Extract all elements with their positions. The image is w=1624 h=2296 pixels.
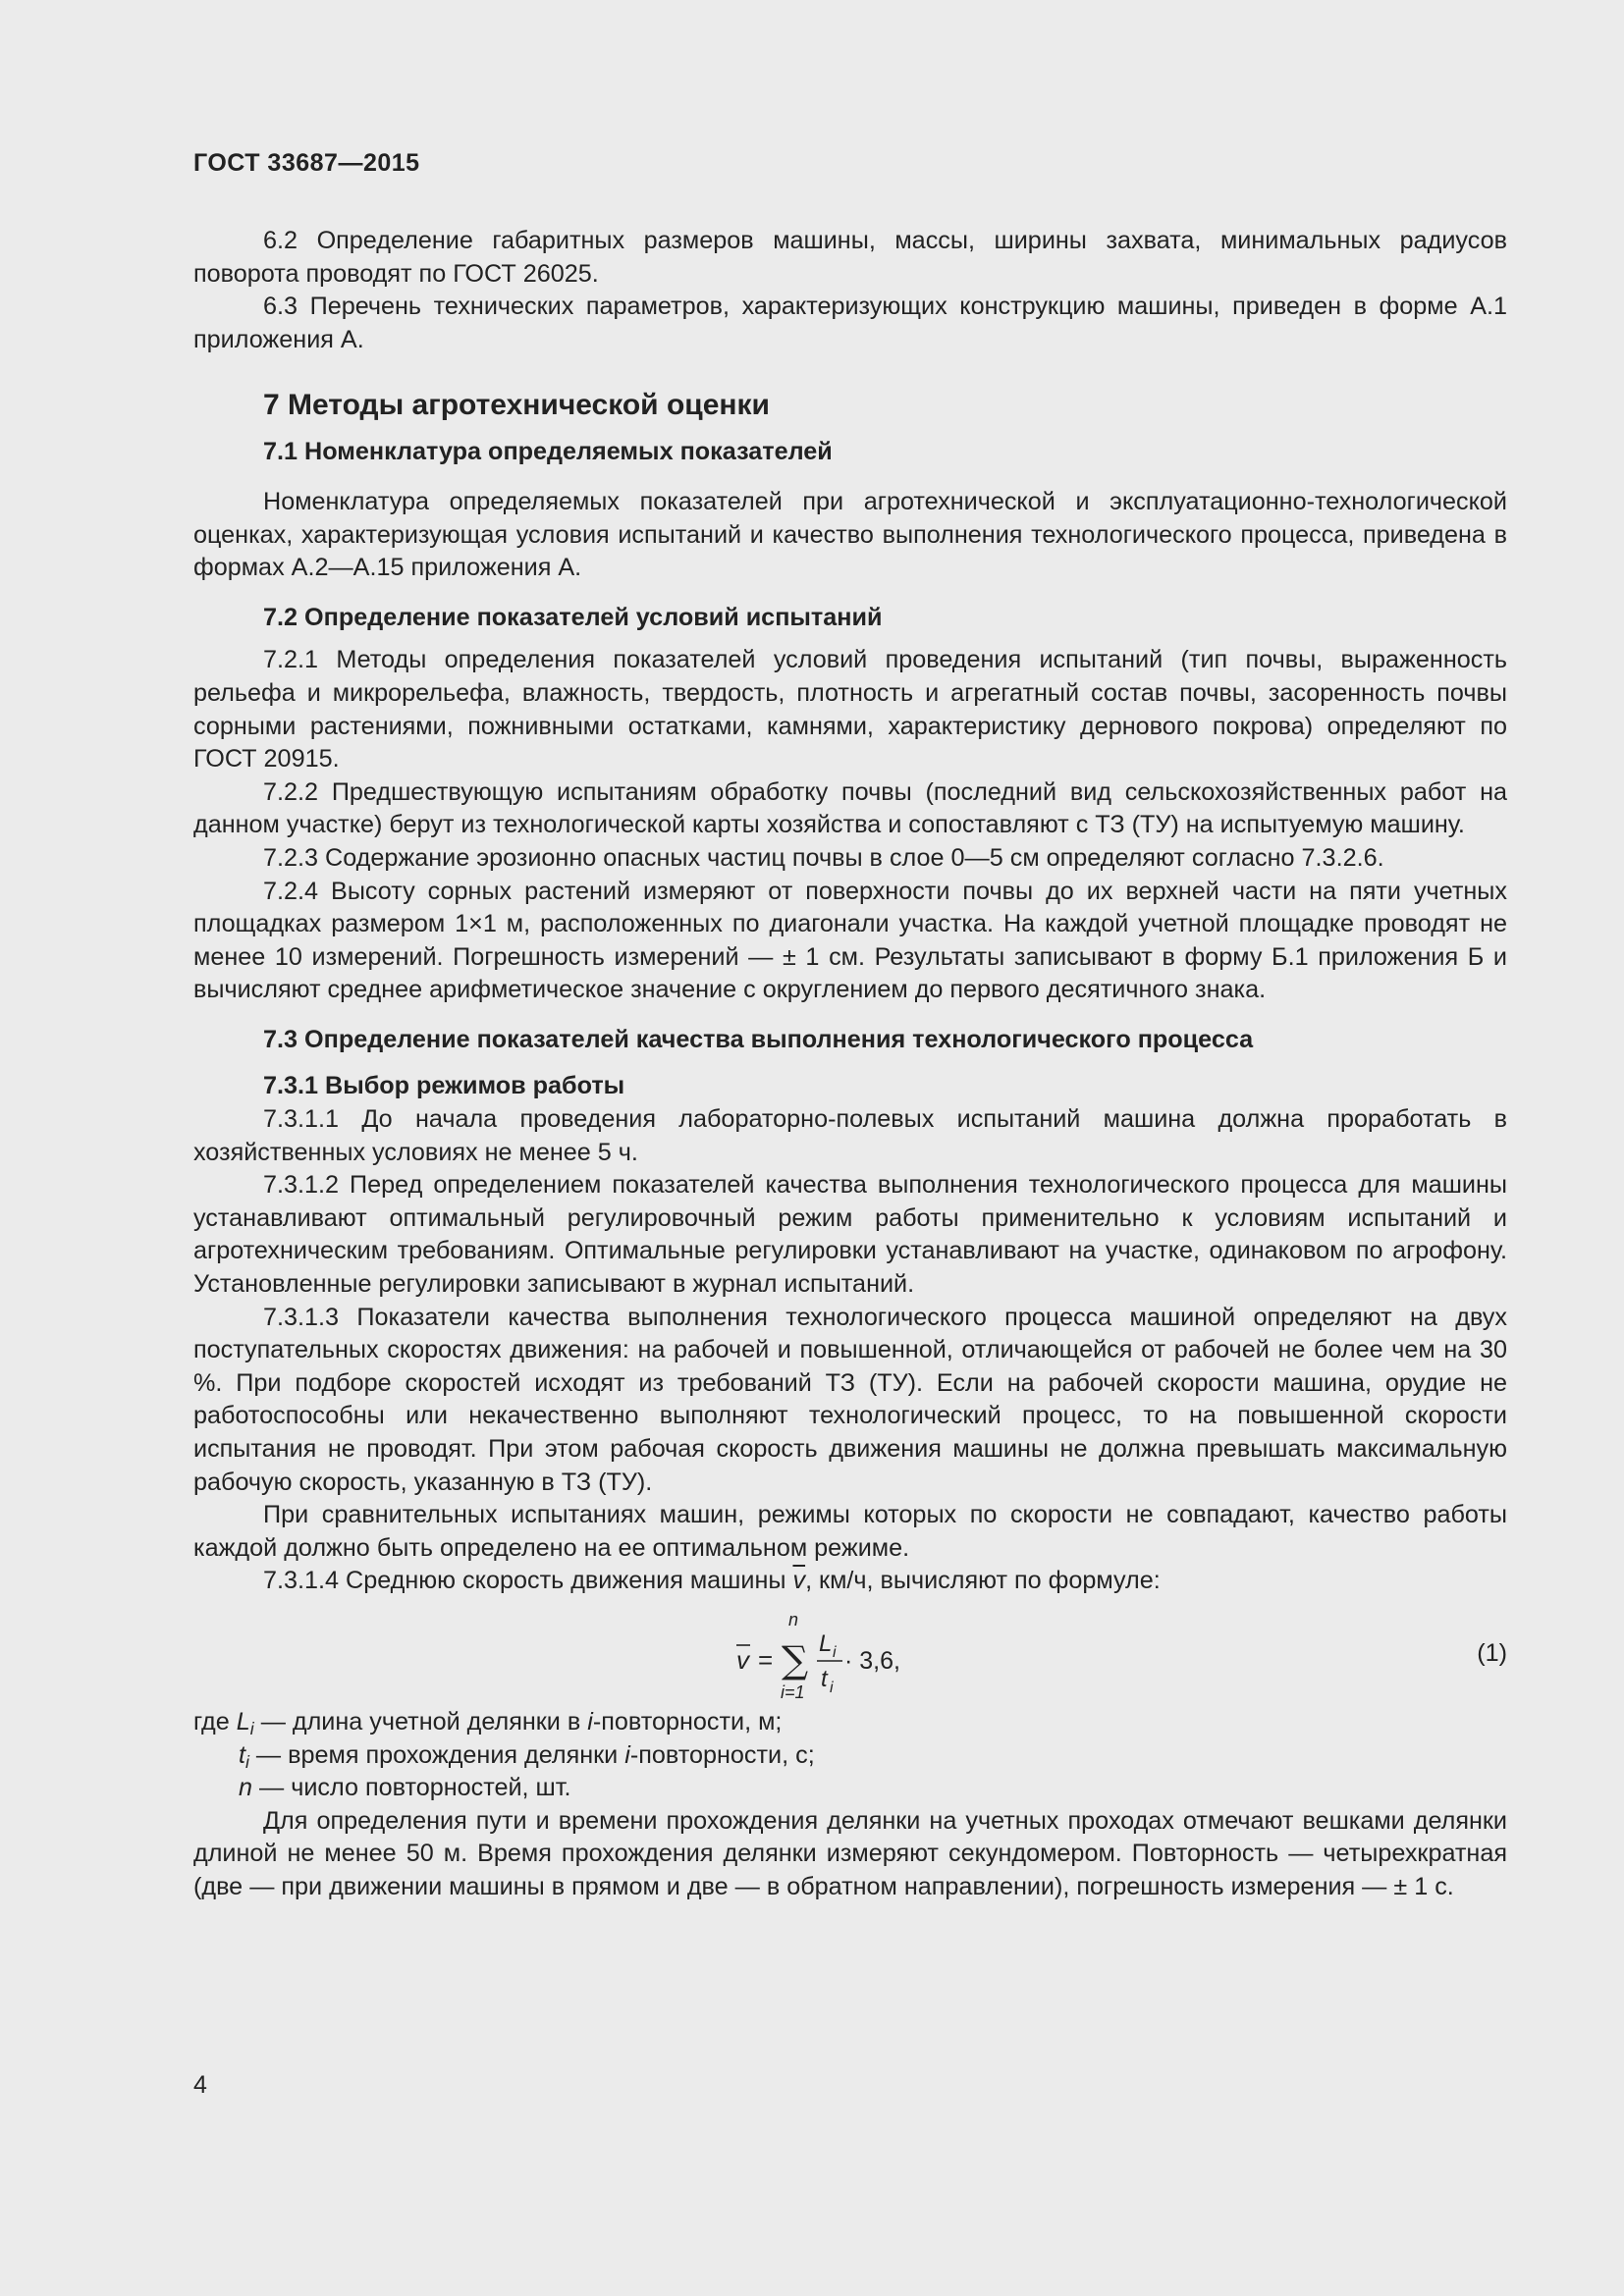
text-span: — время прохождения делянки xyxy=(248,1740,625,1769)
text-span: — длина учетной делянки в xyxy=(253,1707,588,1735)
paragraph-final: Для определения пути и времени прохождения делянки на учетных проходах отмечают вешками делянки длиной не менее 50 м. Время прохождения делянки измеряют секундомером. Повторность — четырехкратная (две — при движении машины в прямом и две — в обратном направлении), погрешность измерения — ± 1 с. xyxy=(193,1806,1507,1900)
paragraph-7-2-1: 7.2.1 Методы определения показателей условий проведения испытаний (тип почвы, выраженность рельефа и микрорельефа, влажность, твердость, плотность и агрегатный состав почвы, засоренность почвы сорными растениями, пожнивными остатками, камнями, характеристику дернового покрова) определяют по ГОСТ 20915. xyxy=(193,646,1507,774)
text-span: 7.3.1.4 Среднюю скорость движения машины xyxy=(263,1567,793,1595)
page-number: 4 xyxy=(193,2071,207,2099)
paragraph-6-3: 6.3 Перечень технических параметров, характеризующих конструкцию машины, приведен в форме А.1 приложения А. xyxy=(193,293,1507,353)
sum-upper-limit: n xyxy=(788,1609,799,1629)
text-span: -повторности, м; xyxy=(592,1707,783,1735)
paragraph-7-2-3: 7.2.3 Содержание эрозионно опасных частиц почвы в слое 0—5 см определяют согласно 7.3.2.6. xyxy=(263,843,1384,872)
where-line-L xyxy=(193,1706,1507,1739)
paragraph-comparative-tests: При сравнительных испытаниях машин, режимы которых по скорости не совпадают, качество работы каждой должно быть определено на ее оптимальном режиме. xyxy=(193,1501,1507,1562)
formula-expression xyxy=(736,1608,933,1706)
subsection-heading-7-2: 7.2 Определение показателей условий испытаний xyxy=(263,603,883,631)
text-span: , км/ч, вычисляют по формуле: xyxy=(805,1567,1161,1595)
symbol-i: i xyxy=(624,1740,630,1769)
subsection-heading-7-3: 7.3 Определение показателей качества выполнения технологического процесса xyxy=(263,1025,1254,1053)
subscript-i: i xyxy=(245,1751,249,1772)
formula-multiplier: · 3,6, xyxy=(844,1646,900,1675)
text-span: где xyxy=(193,1707,237,1735)
paragraph-7-3-1-1: 7.3.1.1 До начала проведения лабораторно-полевых испытаний машина должна проработать в хозяйственных условиях не менее 5 ч. xyxy=(193,1105,1507,1166)
paragraph-7-3-1-4 xyxy=(193,1565,1507,1598)
subscript-i: i xyxy=(249,1718,254,1738)
formula-lhs-v: v xyxy=(736,1644,749,1675)
document-body xyxy=(193,225,1507,1904)
formula-number: (1) xyxy=(1477,1638,1507,1667)
formula-equals: = xyxy=(758,1644,774,1675)
sum-sign: ∑ xyxy=(782,1637,809,1682)
paragraph-7-2-2: 7.2.2 Предшествующую испытаниям обработку почвы (последний вид сельскохозяйственных работ на данном участке) берут из технологической карты хозяйства и сопоставляют с ТЗ (ТУ) на испытуемую машину. xyxy=(193,777,1507,839)
standard-code-header: ГОСТ 33687—2015 xyxy=(193,149,420,177)
paragraph-6-2: 6.2 Определение габаритных размеров машины, массы, ширины захвата, минимальных радиусов поворота проводят по ГОСТ 26025. xyxy=(193,227,1507,288)
section-heading-7: 7 Методы агротехнической оценки xyxy=(263,389,770,422)
paragraph-7-2-4: 7.2.4 Высоту сорных растений измеряют от поверхности почвы до их верхней части на пяти учетных площадках размером 1×1 м, расположенных по диагонали участка. На каждой учетной площадке проводят не менее 10 измерений. Погрешность измерений — ± 1 см. Результаты записывают в форму Б.1 приложения Б и вычисляют среднее арифметическое значение с округлением до первого десятичного знака. xyxy=(193,877,1507,1004)
formula-1 xyxy=(193,1608,1507,1706)
text-span: -повторности, с; xyxy=(629,1740,815,1769)
symbol-t: t xyxy=(239,1740,245,1769)
symbol-i: i xyxy=(587,1707,593,1735)
symbol-n: n xyxy=(239,1774,253,1802)
where-line-t xyxy=(193,1739,1507,1773)
fraction-denominator: t xyxy=(821,1665,828,1692)
fraction-numerator: L xyxy=(819,1629,833,1657)
subsection-heading-7-1: 7.1 Номенклатура определяемых показателей xyxy=(263,438,833,466)
paragraph-7-3-1-3: 7.3.1.3 Показатели качества выполнения технологического процесса машиной определяют на двух поступательных скоростях движения: на рабочей и повышенной, отличающейся от рабочей не более чем на 30 %. При подборе скоростей исходят из требований ТЗ (ТУ). Если на рабочей скорости машина, орудие не работоспособны или некачественно выполняют технологический процесс, то на повышенной скорости испытания не проводят. При этом рабочая скорость движения машины не должна превышать максимальную рабочую скорость, указанную в ТЗ (ТУ). xyxy=(193,1303,1507,1496)
text-span: — число повторностей, шт. xyxy=(252,1774,571,1802)
fraction-denominator-subscript: i xyxy=(830,1679,834,1696)
fraction-numerator-subscript: i xyxy=(833,1643,837,1661)
symbol-L: L xyxy=(236,1707,250,1735)
paragraph-7-3-1-2: 7.3.1.2 Перед определением показателей качества выполнения технологического процесса для машины устанавливают оптимальный регулировочный режим работы применительно к условиям испытаний и агротехническим требованиям. Оптимальные регулировки устанавливают на участке, одинаковом по агрофону. Установленные регулировки записывают в журнал испытаний. xyxy=(193,1171,1507,1299)
speed-symbol: $\overline{v}$ xyxy=(792,1567,806,1595)
paragraph-7-1: Номенклатура определяемых показателей при агротехнической и эксплуатационно-технологической оценках, характеризующая условия испытаний и качество выполнения технологического процесса, приведена в формах А.2—А.15 приложения А. xyxy=(193,487,1507,582)
subsection-heading-7-3-1: 7.3.1 Выбор режимов работы xyxy=(263,1072,625,1100)
where-line-n xyxy=(193,1772,1507,1805)
sum-lower-limit: i=1 xyxy=(781,1682,805,1702)
